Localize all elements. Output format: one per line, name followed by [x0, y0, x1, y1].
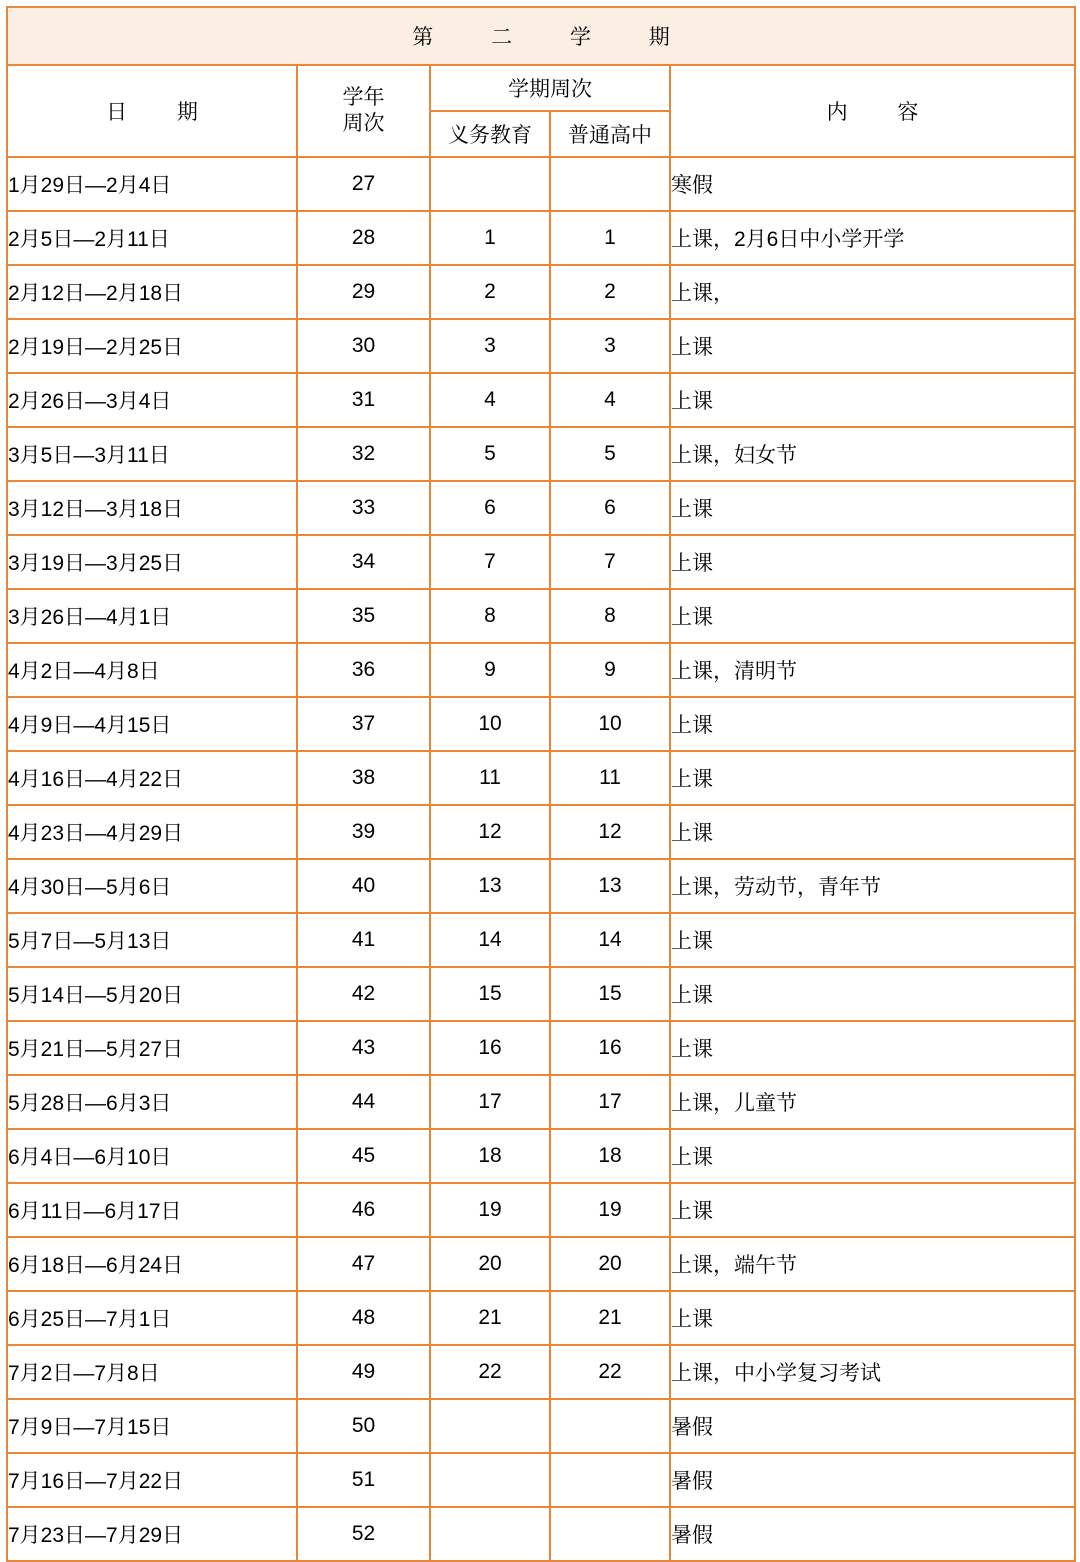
- cell-content: 上课: [670, 697, 1075, 751]
- cell-date: 2月12日—2月18日: [7, 265, 297, 319]
- table-row: [7, 1453, 1075, 1507]
- cell-compulsory: 4: [430, 373, 550, 427]
- cell-year-week: 42: [297, 967, 430, 1021]
- header-content: 内 容: [670, 65, 1075, 157]
- cell-compulsory: 9: [430, 643, 550, 697]
- header-compulsory-education: 义务教育: [430, 111, 550, 157]
- school-calendar-table: [6, 6, 1076, 1562]
- table-title-row: [7, 7, 1075, 65]
- cell-compulsory: 16: [430, 1021, 550, 1075]
- cell-compulsory: 1: [430, 211, 550, 265]
- cell-date: 2月19日—2月25日: [7, 319, 297, 373]
- cell-content: 上课，清明节: [670, 643, 1075, 697]
- table-row: [7, 373, 1075, 427]
- cell-compulsory: 21: [430, 1291, 550, 1345]
- cell-compulsory: 5: [430, 427, 550, 481]
- cell-content: 上课，2月6日中小学开学: [670, 211, 1075, 265]
- cell-high-school: 14: [550, 913, 670, 967]
- cell-content: 上课: [670, 373, 1075, 427]
- cell-date: 3月26日—4月1日: [7, 589, 297, 643]
- cell-year-week: 43: [297, 1021, 430, 1075]
- header-school-year-week-line1: 学年: [342, 85, 385, 109]
- cell-high-school: 11: [550, 751, 670, 805]
- cell-compulsory: 15: [430, 967, 550, 1021]
- table-row: [7, 481, 1075, 535]
- header-regular-high-school: 普通高中: [550, 111, 670, 157]
- cell-content: 上课: [670, 1291, 1075, 1345]
- cell-year-week: 39: [297, 805, 430, 859]
- cell-high-school: 15: [550, 967, 670, 1021]
- cell-year-week: 52: [297, 1507, 430, 1561]
- cell-content: 上课，: [670, 265, 1075, 319]
- cell-year-week: 30: [297, 319, 430, 373]
- cell-year-week: 51: [297, 1453, 430, 1507]
- cell-compulsory: 18: [430, 1129, 550, 1183]
- cell-high-school: 1: [550, 211, 670, 265]
- cell-date: 6月4日—6月10日: [7, 1129, 297, 1183]
- cell-date: 5月28日—6月3日: [7, 1075, 297, 1129]
- cell-compulsory: 7: [430, 535, 550, 589]
- cell-content: 上课，中小学复习考试: [670, 1345, 1075, 1399]
- cell-date: 4月30日—5月6日: [7, 859, 297, 913]
- cell-high-school: 22: [550, 1345, 670, 1399]
- table-row: [7, 643, 1075, 697]
- table-row: [7, 1237, 1075, 1291]
- cell-compulsory: 22: [430, 1345, 550, 1399]
- cell-high-school: 4: [550, 373, 670, 427]
- cell-content: 上课，儿童节: [670, 1075, 1075, 1129]
- cell-content: 上课: [670, 805, 1075, 859]
- cell-high-school: 20: [550, 1237, 670, 1291]
- cell-content: 上课: [670, 967, 1075, 1021]
- cell-date: 3月12日—3月18日: [7, 481, 297, 535]
- cell-compulsory: [430, 157, 550, 211]
- cell-compulsory: [430, 1453, 550, 1507]
- table-row: [7, 1507, 1075, 1561]
- cell-date: 4月9日—4月15日: [7, 697, 297, 751]
- table-row: [7, 1129, 1075, 1183]
- table-row: [7, 1183, 1075, 1237]
- cell-date: 5月21日—5月27日: [7, 1021, 297, 1075]
- table-row: [7, 913, 1075, 967]
- cell-high-school: 19: [550, 1183, 670, 1237]
- cell-high-school: 7: [550, 535, 670, 589]
- cell-date: 4月2日—4月8日: [7, 643, 297, 697]
- table-row: [7, 157, 1075, 211]
- cell-date: 7月9日—7月15日: [7, 1399, 297, 1453]
- cell-content: 上课: [670, 1183, 1075, 1237]
- cell-content: 上课，妇女节: [670, 427, 1075, 481]
- cell-year-week: 28: [297, 211, 430, 265]
- header-row-1: [7, 65, 1075, 111]
- cell-high-school: [550, 157, 670, 211]
- cell-compulsory: 13: [430, 859, 550, 913]
- table-row: [7, 589, 1075, 643]
- cell-content: 暑假: [670, 1453, 1075, 1507]
- cell-content: 上课: [670, 1129, 1075, 1183]
- cell-compulsory: 6: [430, 481, 550, 535]
- table-row: [7, 535, 1075, 589]
- cell-year-week: 33: [297, 481, 430, 535]
- cell-year-week: 44: [297, 1075, 430, 1129]
- cell-year-week: 27: [297, 157, 430, 211]
- cell-content: 上课: [670, 481, 1075, 535]
- cell-year-week: 37: [297, 697, 430, 751]
- cell-compulsory: 8: [430, 589, 550, 643]
- cell-year-week: 29: [297, 265, 430, 319]
- cell-date: 1月29日—2月4日: [7, 157, 297, 211]
- cell-high-school: 13: [550, 859, 670, 913]
- table-row: [7, 805, 1075, 859]
- cell-high-school: 3: [550, 319, 670, 373]
- table-row: [7, 265, 1075, 319]
- cell-year-week: 32: [297, 427, 430, 481]
- cell-date: 5月7日—5月13日: [7, 913, 297, 967]
- cell-compulsory: 3: [430, 319, 550, 373]
- cell-compulsory: 10: [430, 697, 550, 751]
- cell-compulsory: 2: [430, 265, 550, 319]
- table-row: [7, 211, 1075, 265]
- table-row: [7, 967, 1075, 1021]
- cell-year-week: 40: [297, 859, 430, 913]
- cell-date: 4月16日—4月22日: [7, 751, 297, 805]
- header-date: 日 期: [7, 65, 297, 157]
- cell-high-school: [550, 1399, 670, 1453]
- cell-content: 上课，端午节: [670, 1237, 1075, 1291]
- table-row: [7, 1345, 1075, 1399]
- cell-high-school: 18: [550, 1129, 670, 1183]
- cell-year-week: 49: [297, 1345, 430, 1399]
- cell-year-week: 35: [297, 589, 430, 643]
- table-row: [7, 697, 1075, 751]
- cell-high-school: 17: [550, 1075, 670, 1129]
- header-term-week-group: 学期周次: [430, 65, 670, 111]
- cell-year-week: 31: [297, 373, 430, 427]
- cell-content: 上课，劳动节，青年节: [670, 859, 1075, 913]
- cell-year-week: 34: [297, 535, 430, 589]
- cell-high-school: 21: [550, 1291, 670, 1345]
- table-row: [7, 859, 1075, 913]
- cell-date: 7月16日—7月22日: [7, 1453, 297, 1507]
- cell-high-school: [550, 1453, 670, 1507]
- cell-year-week: 41: [297, 913, 430, 967]
- cell-content: 上课: [670, 751, 1075, 805]
- cell-high-school: 2: [550, 265, 670, 319]
- cell-compulsory: [430, 1399, 550, 1453]
- header-school-year-week: [297, 65, 430, 157]
- cell-high-school: 8: [550, 589, 670, 643]
- cell-date: 4月23日—4月29日: [7, 805, 297, 859]
- cell-year-week: 45: [297, 1129, 430, 1183]
- cell-date: 2月26日—3月4日: [7, 373, 297, 427]
- cell-high-school: 6: [550, 481, 670, 535]
- table-row: [7, 1021, 1075, 1075]
- table-row: [7, 1399, 1075, 1453]
- cell-compulsory: 20: [430, 1237, 550, 1291]
- cell-year-week: 48: [297, 1291, 430, 1345]
- cell-content: 上课: [670, 589, 1075, 643]
- cell-high-school: [550, 1507, 670, 1561]
- cell-high-school: 16: [550, 1021, 670, 1075]
- cell-date: 7月2日—7月8日: [7, 1345, 297, 1399]
- cell-year-week: 46: [297, 1183, 430, 1237]
- cell-compulsory: 12: [430, 805, 550, 859]
- cell-high-school: 10: [550, 697, 670, 751]
- cell-year-week: 38: [297, 751, 430, 805]
- cell-content: 上课: [670, 535, 1075, 589]
- header-school-year-week-line2: 周次: [342, 112, 385, 135]
- cell-date: 2月5日—2月11日: [7, 211, 297, 265]
- cell-content: 暑假: [670, 1399, 1075, 1453]
- cell-date: 3月5日—3月11日: [7, 427, 297, 481]
- table-row: [7, 1075, 1075, 1129]
- cell-content: 暑假: [670, 1507, 1075, 1561]
- cell-content: 上课: [670, 319, 1075, 373]
- cell-date: 6月18日—6月24日: [7, 1237, 297, 1291]
- cell-date: 5月14日—5月20日: [7, 967, 297, 1021]
- cell-date: 7月23日—7月29日: [7, 1507, 297, 1561]
- cell-date: 6月11日—6月17日: [7, 1183, 297, 1237]
- cell-compulsory: [430, 1507, 550, 1561]
- cell-content: 上课: [670, 913, 1075, 967]
- table-row: [7, 319, 1075, 373]
- semester-title: 第 二 学 期: [7, 7, 1075, 65]
- table-row: [7, 1291, 1075, 1345]
- cell-date: 6月25日—7月1日: [7, 1291, 297, 1345]
- cell-compulsory: 11: [430, 751, 550, 805]
- cell-compulsory: 14: [430, 913, 550, 967]
- cell-high-school: 9: [550, 643, 670, 697]
- cell-year-week: 50: [297, 1399, 430, 1453]
- cell-year-week: 36: [297, 643, 430, 697]
- cell-high-school: 5: [550, 427, 670, 481]
- cell-content: 寒假: [670, 157, 1075, 211]
- cell-compulsory: 17: [430, 1075, 550, 1129]
- cell-content: 上课: [670, 1021, 1075, 1075]
- cell-year-week: 47: [297, 1237, 430, 1291]
- cell-date: 3月19日—3月25日: [7, 535, 297, 589]
- cell-high-school: 12: [550, 805, 670, 859]
- cell-compulsory: 19: [430, 1183, 550, 1237]
- table-row: [7, 751, 1075, 805]
- table-row: [7, 427, 1075, 481]
